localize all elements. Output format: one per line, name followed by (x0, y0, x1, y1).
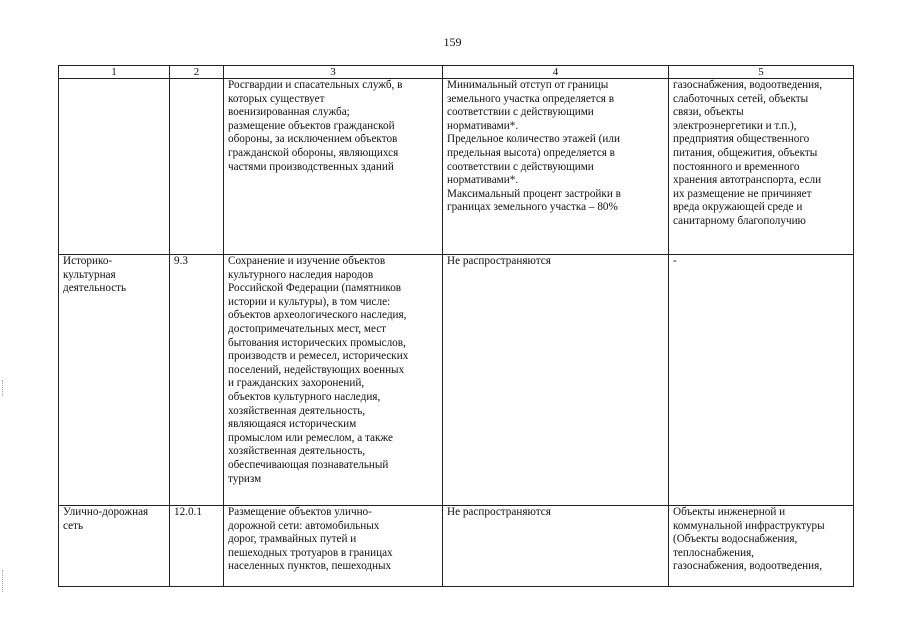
use-description-cell: Размещение объектов улично- дорожной сети: автомобильных дорог, трамвайных путей и пешеходных тротуаров в границах населенных пунктов, пешеходных (224, 506, 443, 587)
column-header: 2 (170, 66, 224, 79)
column-header: 4 (443, 66, 669, 79)
column-header: 3 (224, 66, 443, 79)
column-header: 1 (59, 66, 170, 79)
use-name-cell (59, 79, 170, 255)
table-row (59, 79, 854, 255)
scan-edge-mark (2, 380, 5, 396)
table-row (59, 506, 854, 587)
table-header-row (59, 66, 854, 79)
auxiliary-uses-cell: газоснабжения, водоотведения, слаботочных сетей, объекты связи, объекты электроэнергетики и т.п.), предприятия общественного питания, общежития, объекты постоянного и временного хранения автотранспорта, если их размещение не причиняет вреда окружающей среде и санитарному благополучию (669, 79, 854, 255)
auxiliary-uses-cell: Объекты инженерной и коммунальной инфраструктуры (Объекты водоснабжения, теплоснабжения, газоснабжения, водоотведения, (669, 506, 854, 587)
use-description-cell: Сохранение и изучение объектов культурного наследия народов Российской Федерации (памятников истории и культуры), в том числе: объектов археологического наследия, достопримечательных мест, мест бытования исторических промыслов, производств и ремесел, исторических поселений, недействующих военных и гражданских захоронений, объектов культурного наследия, хозяйственная деятельность, являющаяся историческим промыслом или ремеслом, а также хозяйственная деятельность, обеспечивающая познавательный туризм (224, 255, 443, 506)
table-row (59, 255, 854, 506)
use-name-cell: Историко- культурная деятельность (59, 255, 170, 506)
auxiliary-uses-cell: - (669, 255, 854, 506)
use-name-cell: Улично-дорожная сеть (59, 506, 170, 587)
land-use-table (58, 65, 854, 587)
use-code-cell (170, 79, 224, 255)
scan-edge-mark (2, 570, 5, 592)
use-parameters-cell: Не распространяются (443, 255, 669, 506)
column-header: 5 (669, 66, 854, 79)
use-description-cell: Росгвардии и спасательных служб, в которых существует военизированная служба; размещение объектов гражданской обороны, за исключением объектов гражданской обороны, являющихся частями производственных зданий (224, 79, 443, 255)
use-code-cell: 9.3 (170, 255, 224, 506)
use-parameters-cell: Минимальный отступ от границы земельного участка определяется в соответствии с действующими нормативами*. Предельное количество этажей (или предельная высота) определяется в соответствии с действующими нормативами*. Максимальный процент застройки в границах земельного участка – 80% (443, 79, 669, 255)
use-code-cell: 12.0.1 (170, 506, 224, 587)
use-parameters-cell: Не распространяются (443, 506, 669, 587)
page-number: 159 (443, 35, 462, 49)
